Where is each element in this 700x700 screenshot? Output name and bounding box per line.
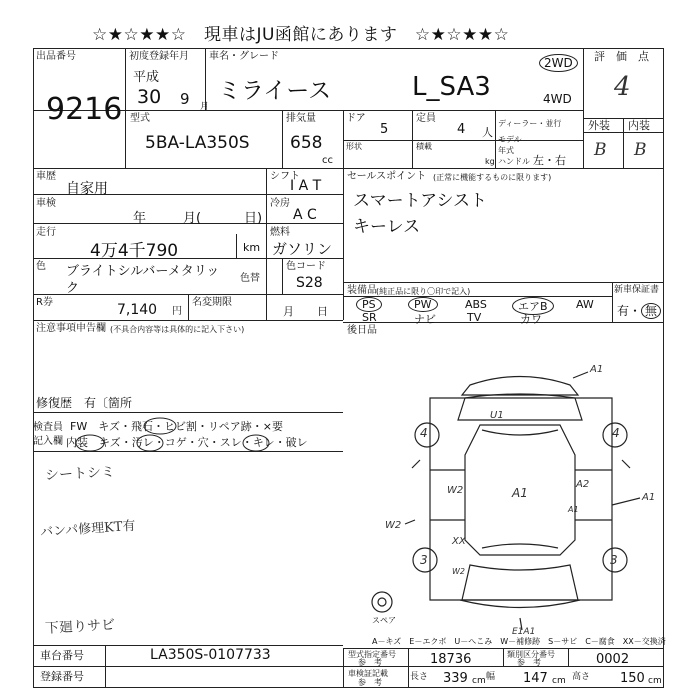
mark-w2-outer: W2 [385,520,402,531]
handwritten-note-2: バンパ修理KT有 [39,518,137,541]
reg-month-unit: 月 [200,102,210,112]
lot-label: 出品番号 [36,51,76,62]
ac-label: 冷房 [270,198,290,209]
mark-a1-side: A1 [568,505,579,514]
score-label: 評 価 点 [594,50,649,63]
inspector-row-2: 内装 キズ・汚レ・コゲ・穴・スレ・キレ・破レ [66,436,308,449]
inspector-label-1: 検査員 [33,422,63,433]
model-name: ミライース [218,78,332,104]
handwritten-note-1: シートシミ [44,464,116,484]
capacity-value: 4 [457,122,466,137]
mark-a1-roof: A1 [590,364,604,375]
drive-2wd: 2WD [539,54,578,72]
equip-abs: ABS [465,298,487,311]
mileage-unit: km [243,241,261,254]
exterior-label: 外装 [588,119,610,132]
interior-label: 内装 [628,119,650,132]
history-value: 自家用 [66,181,108,197]
notes-note: (不具合内容等は具体的に記入下さい) [110,325,245,334]
fuel-label: 燃料 [270,227,290,238]
color-label: 色 [36,261,46,272]
reg-label: 初度登録年月 [129,51,189,62]
exterior-value: B [594,140,607,160]
reg-year: 30 [137,86,162,108]
mark-a1-roofcenter: A1 [512,486,528,500]
load-unit: kg [485,157,495,166]
displacement-value: 658 [290,133,323,153]
designation-label: 型式指定番号 [348,650,396,659]
handle-label: ハンドル [498,157,530,166]
equipment-label: 装備品 [347,285,377,296]
repair-label: 修復歴 有〔箇所 [36,396,133,410]
mark-3-rear-right: 3 [610,553,618,567]
handwritten-note-3: 下廻りサビ [44,617,116,637]
damage-legend: A－キズ E－エクボ U－へこみ W－補修跡 S－サビ C－腐食 XX－交換済 [372,637,666,646]
spare-label: スペア [372,616,396,625]
inspector-label-2: 記入欄 [33,436,63,447]
mark-4-front-right: 4 [612,426,620,440]
shift-label: シフト [270,171,300,182]
new-warranty-value: 有・ 無 [617,302,661,319]
dims-label: 車検証記載 [348,669,388,678]
equip-leather: カワ [520,313,542,326]
doors-label: ドア [346,113,366,124]
recycle-value: 7,140 [117,302,158,318]
mark-xx: XX [452,536,466,547]
mileage-label: 走行 [36,227,56,238]
model-label: 車名・グレード [209,51,279,62]
dims-ref: 参 考 [358,678,382,687]
reg-month: 9 [180,90,190,108]
displacement-label: 排気量 [286,113,316,124]
recycle-unit: 円 [172,306,182,317]
model-grade: L_SA3 [412,72,491,102]
reg-era: 平成 [133,70,160,85]
inspection-month: 月( [183,211,202,226]
equip-aw: AW [576,298,594,311]
mark-w2-rear: W2 [452,567,465,576]
color-code: S28 [296,275,323,291]
length-value: 339 [443,671,468,686]
equip-sr: SR [362,311,377,324]
fuel-value: ガソリン [272,240,333,258]
mark-w2-left: W2 [447,485,464,496]
chassis-value: LA350S-0107733 [150,647,271,663]
history-label: 車歴 [36,171,56,182]
mark-4-front-left: 4 [420,426,428,440]
equip-airbag: エアB [512,297,554,315]
warranty-deadline-month: 月 [283,305,294,318]
capacity-unit: 人 [482,126,493,139]
regno-label: 登録番号 [40,670,84,683]
score-value: 4 [614,72,631,102]
shift-value: I A T [290,178,322,194]
color-code-label: 色コード [286,261,326,272]
drive-4wd: 4WD [543,92,572,106]
mark-u1-hood: U1 [490,410,504,421]
mark-e-rear: E1A1 [512,627,536,637]
inspection-year: 年 [133,211,147,226]
width-label: 幅 [486,672,496,682]
rear-label: 後日品 [347,325,377,336]
capacity-label: 定員 [416,113,436,124]
mileage-value: 4万4千790 [90,241,179,261]
inspection-day: 日) [244,211,263,226]
category-ref: 参 考 [517,658,541,667]
shape-label: 形状 [346,142,362,151]
height-value: 150 [620,671,645,686]
warranty-deadline-label: 名変期限 [192,297,232,308]
type-value: 5BA-LA350S [145,133,250,153]
banner: ☆★☆★★☆ 現車はJU函館にあります ☆★☆★★☆ [92,25,510,45]
length-label: 長さ [410,672,429,682]
mark-3-rear-left: 3 [420,553,428,567]
width-value: 147 [523,671,548,686]
height-unit: cm [648,676,662,686]
displacement-unit: cc [322,155,333,166]
designation-value: 18736 [430,652,472,667]
sales-point-2: キーレス [353,217,421,237]
category-value: 0002 [596,652,630,667]
ac-value: A C [293,207,317,223]
chassis-label: 車台番号 [40,649,84,662]
designation-ref: 参 考 [358,658,382,667]
color-repaint-label: 色替 [240,273,260,284]
dealer-label: ディーラー・並行 [498,119,562,128]
sales-point-1: スマートアシスト [353,191,487,211]
handle-value: 左・右 [533,154,566,167]
equip-pw: PW [408,297,438,312]
inspection-label: 車検 [36,198,56,209]
type-label: 型式 [130,113,150,124]
notes-label: 注意事項申告欄 [36,323,106,334]
inspector-row-1: FW キズ・飛石・ヒビ割・リペア跡・×要 [70,420,283,433]
warranty-deadline-day: 日 [317,305,328,318]
height-label: 高さ [572,672,591,682]
equip-ps: PS [356,297,382,312]
doors-value: 5 [380,122,389,137]
interior-value: B [634,140,647,160]
equipment-note: (純正品に限り〇印で記入) [376,287,471,296]
equip-navi: ナビ [414,313,436,326]
recycle-label: R券 [36,297,53,308]
category-label: 類別区分番号 [507,650,555,659]
sales-label: セールスポイント [347,171,427,182]
width-unit: cm [552,676,566,686]
model-year-label: モデル 年式 [498,135,522,155]
length-unit: cm [472,676,486,686]
mark-a2-door: A2 [576,479,590,490]
equip-tv: TV [467,311,482,324]
lot-number: 9216 [46,92,123,127]
color-value: ブライトシルバーメタリッ ク [66,264,220,296]
sales-note: (正常に機能するものに限ります) [433,173,552,182]
new-warranty-label: 新車保証書 [614,285,660,295]
mark-a1-right: A1 [642,492,656,503]
load-label: 積載 [416,142,432,151]
